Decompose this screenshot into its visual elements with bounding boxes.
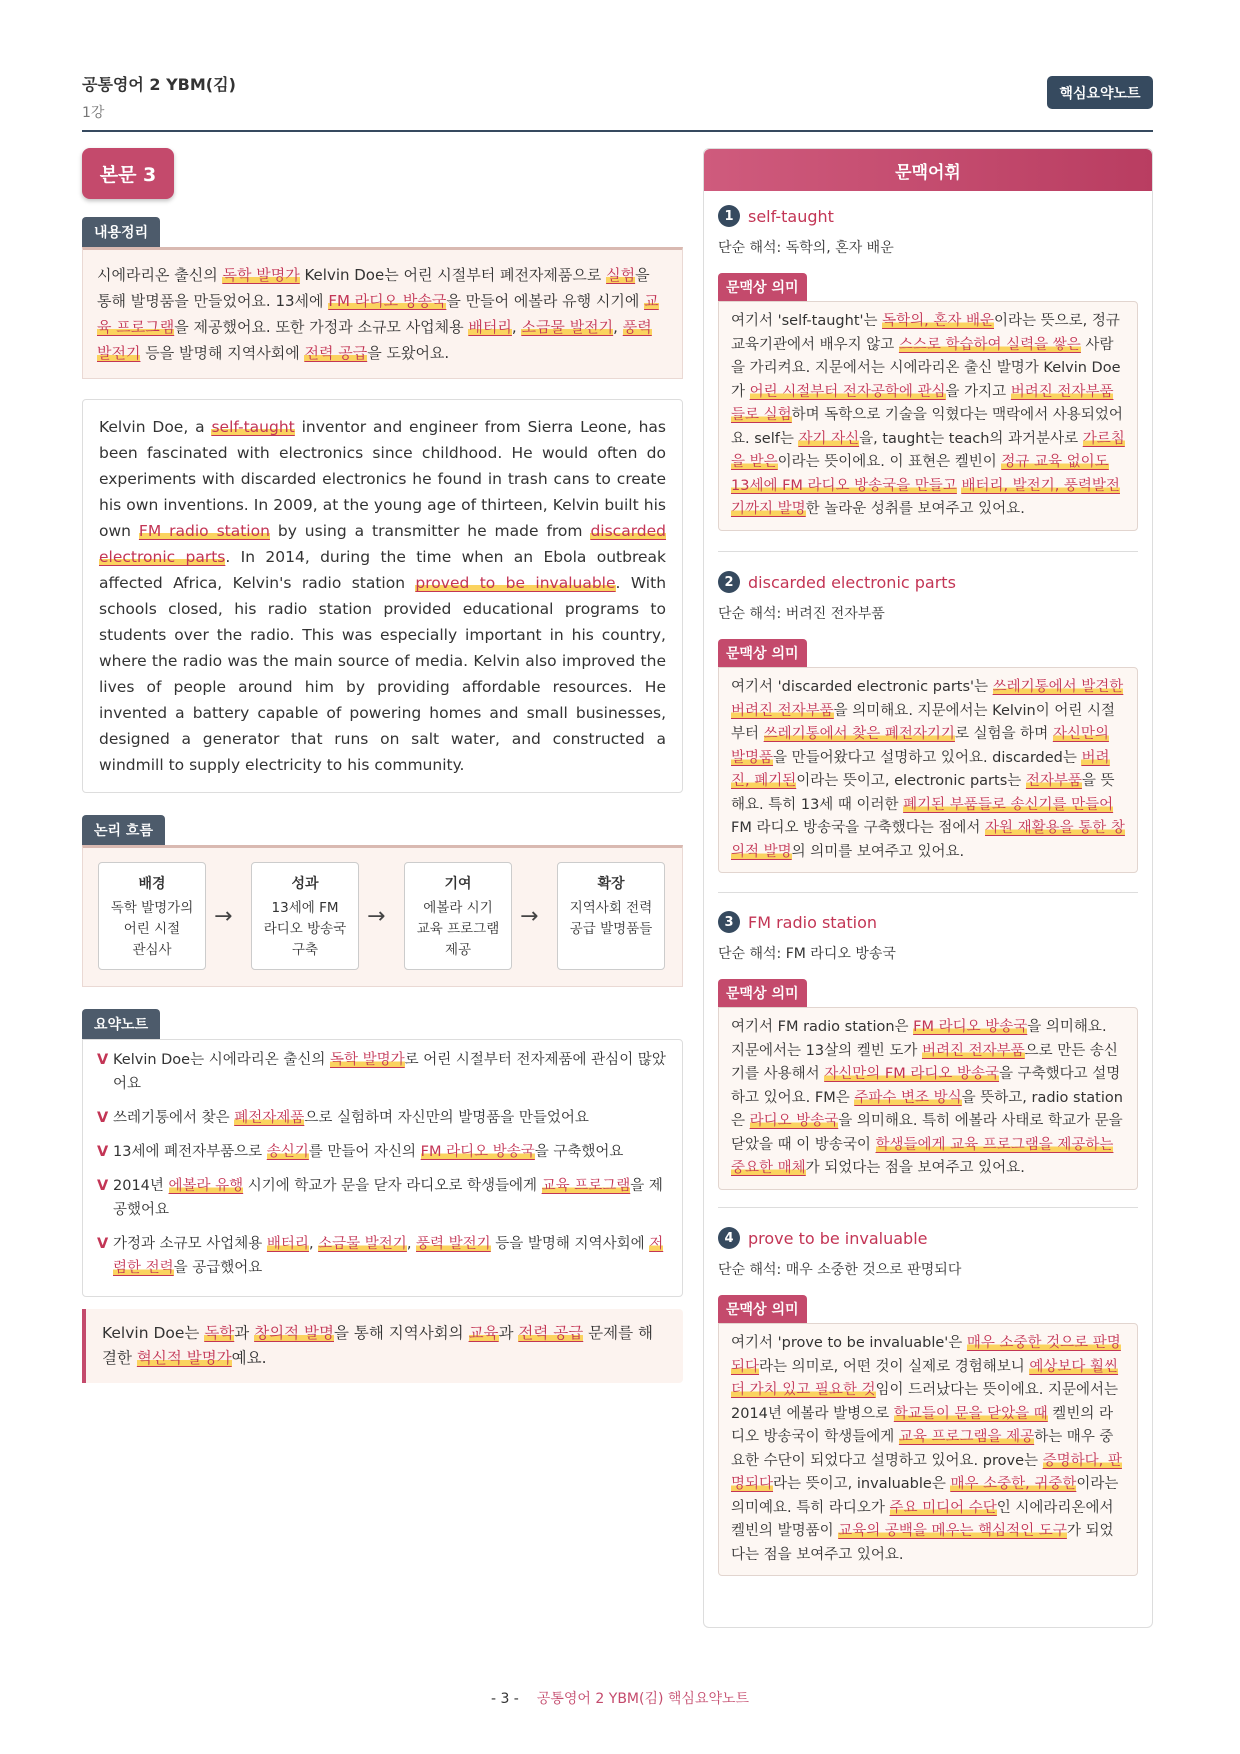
vocab-divider [718, 892, 1138, 893]
text-run: by using a transmitter he made from [269, 522, 591, 540]
highlight-term: 매우 소중한 것으로 판명되다 [731, 1335, 1121, 1375]
vocab-term: FM radio station [748, 912, 878, 932]
notes-label: 요약노트 [82, 1009, 160, 1039]
vocab-term: discarded electronic parts [748, 572, 956, 592]
text-run: 쓰레기통에서 찾은 [113, 1110, 235, 1126]
vocab-number: 4 [718, 1227, 740, 1249]
highlight-term: 폐기된 부품들로 송신기를 만들어 [903, 796, 1114, 813]
text-run: 여기서 'self-taught'는 [731, 313, 883, 329]
text-run: 과 [498, 1324, 519, 1342]
highlight-term: 폐전자제품 [234, 1110, 305, 1126]
text-run: 시에라리온 출신의 [97, 266, 223, 284]
flow-section [82, 815, 683, 987]
vocab-panel [703, 148, 1153, 1628]
highlight-term: 창의적 발명 [254, 1324, 334, 1342]
text-run: , [406, 1236, 417, 1252]
text-run: 사람을 가리켜요. 지문에서는 시에라리온 출신 발명가 Kelvin Doe가 [731, 336, 1121, 400]
text-run: 등을 발명해 지역사회에 [140, 344, 305, 362]
section-title: 본문 3 [82, 148, 174, 199]
text-run: 을 구축했어요 [534, 1144, 624, 1160]
vocab-number: 3 [718, 911, 740, 933]
highlight-term: 에볼라 유행 [168, 1178, 244, 1194]
text-run: 을 뜻하고, radio station은 [731, 1089, 1123, 1129]
flow-node-background [98, 862, 206, 970]
flow-node-line: 에볼라 시기 [423, 900, 493, 916]
text-run: 을 통해 발명품을 만들었어요. 13세에 [97, 266, 650, 310]
highlight-term: 자기 자신 [798, 430, 860, 447]
notes-section [82, 1009, 683, 1297]
text-run: 하는 매우 중요한 수단이 되었다고 설명하고 있어요. prove는 [731, 1429, 1114, 1469]
highlight-term: 배터리 [266, 1236, 309, 1252]
text-run: 예요. [231, 1349, 267, 1367]
highlight-term: 전력 공급 [518, 1324, 584, 1342]
context-label: 문맥상 의미 [718, 639, 807, 667]
highlight-term: 소금물 발전기 [521, 318, 614, 336]
text-run: 인 시에라리온에서 켈빈의 발명품이 [731, 1499, 1114, 1539]
flow-node-desc [405, 898, 511, 961]
highlight-term: 버려진 전자부품 [921, 1042, 1025, 1059]
text-run: 이라는 의미예요. 특히 라디오가 [731, 1476, 1119, 1516]
vocab-simple: 단순 해석: 버려진 전자부품 [718, 606, 885, 622]
flow-node-line: 지역사회 전력 [569, 900, 653, 916]
flow-node-line: 공급 발명품들 [569, 921, 653, 937]
note-item [97, 1106, 668, 1130]
text-run: , [613, 318, 623, 336]
text-run: 을 뜻해요. 특히 13세 때 이러한 [731, 773, 1115, 813]
highlight-term: proved to be invaluable [415, 574, 616, 592]
text-run: 으로 실험하며 자신만의 발명품을 만들었어요 [304, 1110, 589, 1126]
highlight-term: 교육 [468, 1324, 499, 1342]
highlight-term: 자신만의 FM 라디오 방송국 [824, 1066, 1000, 1082]
text-run: FM 라디오 방송국을 구축했다는 점에서 [731, 820, 986, 836]
text-run: 을 의미해요. 지문에서는 Kelvin이 어린 시절부터 [731, 702, 1115, 742]
highlight-term: 버려진 전자부품들로 실험 [731, 383, 1114, 423]
flow-node-line: 관심사 [132, 942, 172, 958]
highlight-term: 매우 소중한, 귀중한 [950, 1476, 1077, 1492]
highlight-term: 교육 프로그램을 제공 [898, 1429, 1035, 1445]
text-run: 가정과 소규모 사업체용 [113, 1236, 267, 1252]
highlight-term: 소금물 발전기 [318, 1236, 407, 1252]
note-text [113, 1106, 589, 1130]
text-run: , [308, 1236, 319, 1252]
vocab-divider [718, 551, 1138, 552]
vocab-title: 문맥어휘 [704, 149, 1152, 191]
note-text [113, 1232, 668, 1280]
flow-node-achievement [251, 862, 359, 970]
context-text [718, 1323, 1138, 1576]
text-run: . With schools closed, his radio station provided educational programs to students over the radio. This was especially important in his country, where the radio was the main source of media. Kelvin also improved the lives of people around him by providing affordable resources. He invented a battery capable of powering homes and small businesses, designed a generator that runs on salt water, and constructed a windmill to supply electricity to his community. [99, 574, 667, 774]
flow-node-title: 확장 [597, 876, 625, 892]
highlight-term: self-taught [211, 418, 295, 436]
note-item [97, 1232, 668, 1280]
text-run: 을 구축했다고 설명하고 있어요. FM은 [731, 1066, 1121, 1106]
text-run: , [511, 318, 522, 336]
text-run: 을 가지고 [945, 383, 1011, 400]
check-mark-icon: V [97, 1236, 109, 1252]
text-run: 을 통해 지역사회의 [333, 1324, 469, 1342]
highlight-term: FM 라디오 방송국 [328, 292, 447, 310]
highlight-term: 자신만의 발명품 [731, 726, 1109, 766]
flow-node-desc [558, 898, 664, 940]
header-badge: 핵심요약노트 [1047, 76, 1153, 109]
text-run: 한 놀라운 성취를 보여주고 있어요. [805, 501, 1025, 517]
text-run: 켈빈의 라디오 방송국이 학생들에게 [731, 1405, 1113, 1445]
header-divider [82, 130, 1153, 132]
highlight-term: 전자부품 [1025, 773, 1082, 789]
vocab-item-self-taught [718, 205, 1138, 531]
flow-node-desc [99, 898, 205, 961]
conclusion-box [82, 1309, 683, 1383]
text-run: 이라는 뜻이고, electronic parts는 [796, 773, 1026, 789]
text-run: 로 어린 시절부터 전자제품에 관심이 많았어요 [113, 1052, 666, 1092]
text-run: 이라는 뜻으로, 정규 교육기관에서 배우지 않고 [731, 313, 1120, 353]
text-run: 을 제공했어요. 또한 가정과 소규모 사업체용 [174, 318, 469, 336]
left-column [82, 148, 683, 1383]
flow-label: 논리 흐름 [82, 815, 165, 845]
highlight-term: 배터리 [468, 318, 512, 336]
check-mark-icon: V [97, 1178, 109, 1194]
vocab-item-discarded-electronic-parts [718, 571, 1138, 873]
highlight-term: 배터리, 발전기, 풍력발전기까지 발명 [731, 477, 1120, 517]
text-run: 으로 만든 송신기를 사용해서 [731, 1042, 1118, 1082]
text-run: 을 의미해요. 특히 에볼라 사태로 학교가 문을 닫았을 때 이 방송국이 [731, 1113, 1123, 1153]
highlight-term: FM 라디오 방송국 [420, 1144, 535, 1160]
highlight-term: 자원 재활용을 통한 창의적 발명 [731, 820, 1125, 860]
text-run: . In 2014, during the time when an Ebola outbreak affected Africa, Kelvin's radio station [99, 548, 666, 592]
text-run: Kelvin Doe는 어린 시절부터 폐전자제품으로 [299, 266, 607, 284]
flow-node-expansion [557, 862, 665, 970]
text-run: 등을 발명해 지역사회에 [490, 1236, 650, 1252]
vocab-item-prove-to-be-invaluable [718, 1227, 1138, 1576]
highlight-term: 스스로 학습하여 실력을 쌓은 [898, 336, 1081, 353]
check-mark-icon: V [97, 1144, 109, 1160]
text-run: 의 의미를 보여주고 있어요. [791, 843, 965, 860]
context-text [718, 667, 1138, 873]
note-text [113, 1048, 668, 1096]
notes-list [82, 1039, 683, 1297]
highlight-term: 어린 시절부터 전자공학에 관심 [749, 383, 946, 400]
text-run: 여기서 FM radio station은 [731, 1019, 914, 1035]
flow-diagram [82, 845, 683, 987]
vocab-number: 1 [718, 205, 740, 227]
flow-node-line: 교육 프로그램 [416, 921, 500, 937]
page-number: - 3 - [490, 1691, 519, 1707]
highlight-term: 송신기 [266, 1144, 309, 1160]
highlight-term: FM radio station [138, 522, 270, 540]
vocab-number: 2 [718, 571, 740, 593]
flow-node-line: 독학 발명가의 [110, 900, 194, 916]
highlight-term: 쓰레기통에서 찾은 폐전자기기 [763, 726, 955, 742]
highlight-term: 주요 미디어 수단 [889, 1499, 997, 1516]
note-text [113, 1174, 668, 1222]
highlight-term: 증명하다, 판명되다 [731, 1452, 1122, 1492]
text-run: 을 공급했어요 [173, 1260, 263, 1276]
text-run: inventor and engineer from Sierra Leone, has been fascinated with electronics since childhood. He would often do experiments with discarded electronics he found in trash cans to create his own inventions. In 2009, at the young age of thirteen, Kelvin built his own [99, 418, 666, 540]
vocab-simple: 단순 해석: FM 라디오 방송국 [718, 946, 896, 962]
note-item [97, 1174, 668, 1222]
summary-label: 내용정리 [82, 217, 160, 247]
text-run: 문제를 해결한 [102, 1324, 653, 1367]
highlight-term: 교육 프로그램 [541, 1178, 631, 1194]
highlight-term: 독학 발명가 [330, 1052, 405, 1068]
context-text [718, 1007, 1138, 1190]
text-run: 가 되었다는 점을 보여주고 있어요. [805, 1160, 1025, 1176]
highlight-term: 예상보다 훨씬 더 가치 있고 필요한 것 [731, 1358, 1119, 1398]
text-run: 을 만들어 에볼라 유행 시기에 [446, 292, 645, 310]
flow-node-title: 기여 [444, 876, 472, 892]
summary-text [82, 247, 683, 379]
text-run: 을 의미해요. 지문에서는 13살의 켈빈 도가 [731, 1019, 1107, 1059]
context-label: 문맥상 의미 [718, 273, 807, 301]
context-label: 문맥상 의미 [718, 1295, 807, 1323]
header-subtitle: 1강 [82, 105, 105, 121]
text-run: 라는 뜻이고, invaluable은 [773, 1476, 951, 1492]
highlight-term: 교육 프로그램 [97, 292, 659, 336]
flow-arrow: → [520, 904, 539, 929]
highlight-term: 교육의 공백을 메우는 핵심적인 도구 [838, 1523, 1067, 1539]
text-run: 과 [234, 1324, 255, 1342]
context-text [718, 301, 1138, 531]
check-mark-icon: V [97, 1052, 109, 1068]
text-run: 을 제공했어요 [113, 1178, 663, 1218]
footer-title: 공통영어 2 YBM(김) 핵심요약노트 [536, 1691, 750, 1707]
highlight-term: 전력 공급 [304, 344, 368, 362]
text-run: 임이 드러났다는 뜻이에요. 지문에서는 2014년 에볼라 발병으로 [731, 1382, 1119, 1422]
text-run: 하며 독학으로 기술을 익혔다는 맥락에서 사용되었어요. self는 [731, 407, 1123, 447]
flow-node-title: 배경 [138, 876, 166, 892]
text-run: 을, taught는 teach의 과거분사로 [859, 430, 1083, 447]
flow-node-contribution [404, 862, 512, 970]
text-run: Kelvin Doe는 시에라리온 출신의 [113, 1052, 330, 1068]
text-run: 을 도왔어요. [367, 344, 450, 362]
highlight-term: 독학의, 혼자 배운 [882, 313, 994, 329]
highlight-term: 실험 [606, 266, 636, 284]
highlight-term: discarded electronic parts [99, 522, 667, 566]
highlight-term: 버려진, 폐기된 [731, 749, 1110, 789]
highlight-term: 풍력 발전기 [416, 1236, 491, 1252]
text-run: 여기서 'discarded electronic parts'는 [731, 679, 993, 695]
text-run: Kelvin Doe, a [99, 418, 212, 436]
highlight-term: 라디오 방송국 [749, 1113, 839, 1129]
flow-node-line: 어린 시절 [123, 921, 181, 937]
highlight-term: 정규 교육 없이도 13세에 FM 라디오 방송국을 만들고 [731, 454, 1109, 494]
text-run: 여기서 'prove to be invaluable'은 [731, 1335, 967, 1351]
highlight-term: FM 라디오 방송국 [913, 1019, 1028, 1035]
vocab-simple: 단순 해석: 매우 소중한 것으로 판명되다 [718, 1262, 962, 1278]
flow-node-line: 구축 [291, 942, 319, 958]
highlight-term: 학생들에게 교육 프로그램을 제공하는 중요한 매체 [731, 1136, 1114, 1176]
vocab-item-fm-radio-station [718, 911, 1138, 1190]
flow-node-line: 13세에 FM [271, 900, 339, 916]
flow-node-title: 성과 [291, 876, 319, 892]
highlight-term: 학교들이 문을 닫았을 때 [893, 1405, 1048, 1422]
highlight-term: 쓰레기통에서 발견한 버려진 전자부품 [731, 679, 1124, 719]
highlight-term: 가르침을 받은 [731, 430, 1125, 470]
text-run: 을 만들어왔다고 설명하고 있어요. discarded는 [773, 749, 1082, 766]
text-run: 2014년 [113, 1178, 169, 1194]
text-run: Kelvin Doe는 [102, 1324, 205, 1342]
flow-node-desc [252, 898, 358, 961]
vocab-term: self-taught [748, 206, 834, 226]
vocab-divider [718, 1207, 1138, 1208]
highlight-term: 독학 발명가 [222, 266, 300, 284]
vocab-term: prove to be invaluable [748, 1228, 928, 1248]
flow-arrow: → [214, 904, 233, 929]
page-footer [0, 1688, 1240, 1708]
note-item [97, 1140, 668, 1164]
highlight-term: 혁신적 발명가 [136, 1349, 232, 1367]
text-run: 가 되었다는 점을 보여주고 있어요. [731, 1523, 1114, 1563]
flow-arrow: → [367, 904, 386, 929]
context-label: 문맥상 의미 [718, 979, 807, 1007]
flow-node-line: 제공 [444, 942, 472, 958]
highlight-term: 저렴한 전력 [113, 1236, 664, 1276]
highlight-term: 주파수 변조 방식 [854, 1089, 962, 1106]
text-run: 13세에 폐전자부품으로 [113, 1144, 267, 1160]
passage-text [82, 399, 683, 793]
header-title: 공통영어 2 YBM(김) [82, 75, 236, 94]
highlight-term: 풍력 발전기 [97, 318, 652, 362]
text-run: 라는 의미로, 어떤 것이 실제로 경험해보니 [759, 1358, 1030, 1375]
flow-node-line: 라디오 방송국 [263, 921, 347, 937]
text-run: 시기에 학교가 문을 닫자 라디오로 학생들에게 [243, 1178, 542, 1194]
text-run: 이라는 뜻이에요. 이 표현은 켈빈이 [777, 454, 1002, 470]
check-mark-icon: V [97, 1110, 109, 1126]
highlight-term: 독학 [204, 1324, 235, 1342]
note-item [97, 1048, 668, 1096]
text-run: 로 실험을 하며 [954, 726, 1053, 742]
summary-section [82, 217, 683, 379]
note-text [113, 1140, 623, 1164]
text-run: 를 만들어 자신의 [308, 1144, 421, 1160]
vocab-simple: 단순 해석: 독학의, 혼자 배운 [718, 240, 894, 256]
